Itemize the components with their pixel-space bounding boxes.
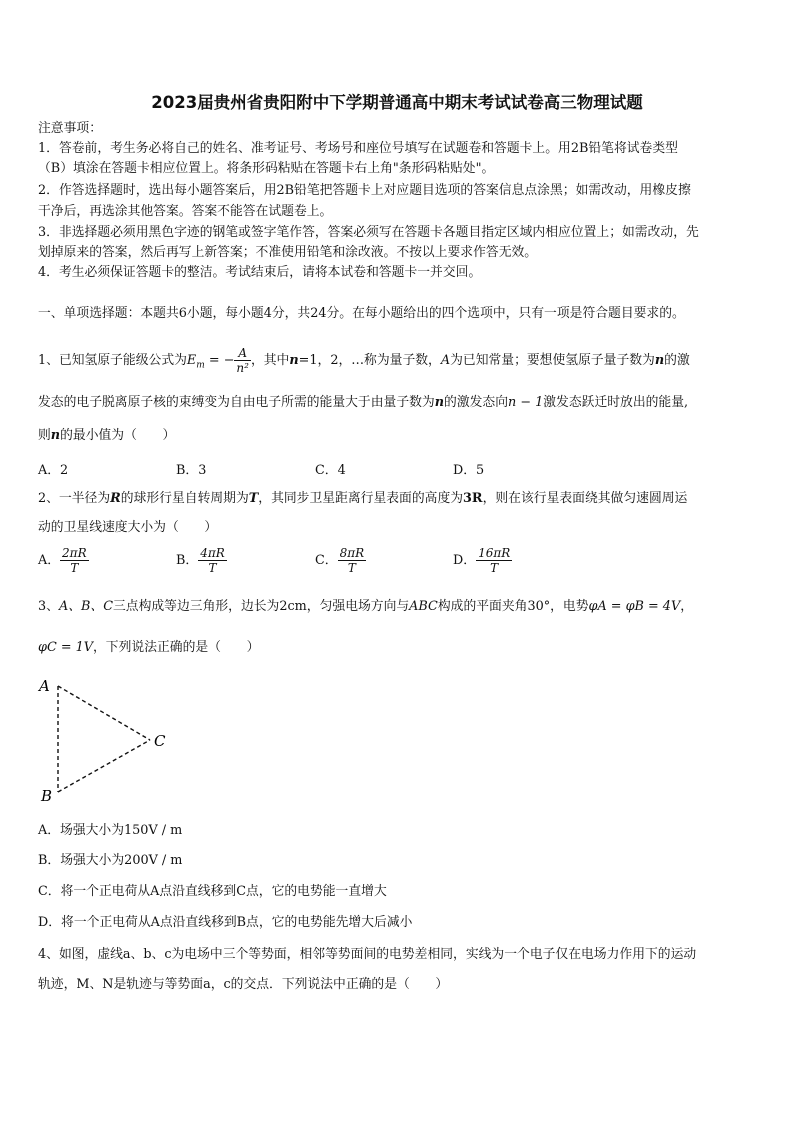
section-heading: 一、单项选择题：本题共6小题，每小题4分，共24分。在每小题给出的四个选项中，只有一项是符合题目要求的。 xyxy=(38,306,685,321)
q4-line1: 4、如图，虚线a、b、c为电场中三个等势面，相邻等势面间的电势差相同，实线为一个电子仅在电场力作用下的运动 xyxy=(38,947,697,962)
notice-heading: 注意事项： xyxy=(38,121,102,136)
q3-line1: 3、A、B、C三点构成等边三角形，边长为2cm，匀强电场方向与ABC构成的平面夹角30°，电势φA = φB = 4V， xyxy=(38,599,693,614)
edge-bc xyxy=(58,740,150,792)
notice-item: 干净后，再选涂其他答案。答案不能答在试题卷上。 xyxy=(38,204,333,219)
q2-line2: 动的卫星线速度大小为（ ） xyxy=(38,520,218,535)
page-title: 2023届贵州省贵阳附中下学期普通高中期末考试试卷高三物理试题 xyxy=(151,93,643,112)
triangle-figure xyxy=(36,674,176,806)
notice-item: （B）填涂在答题卡相应位置上。将条形码粘贴在答题卡右上角"条形码粘贴处"。 xyxy=(38,161,495,176)
notice-item: 4．考生必须保证答题卡的整洁。考试结束后，请将本试卷和答题卡一并交回。 xyxy=(38,265,482,280)
vertex-label-c: C xyxy=(154,732,166,750)
vertex-label-b: B xyxy=(41,787,53,805)
q1-option-a: A．2 xyxy=(38,463,69,478)
formula-fraction: $\frac{A}{\text{n²}}$ xyxy=(236,346,249,375)
q1-line2: 发态的电子脱离原子核的束缚变为自由电子所需的能量大于由量子数为n的激发态向n − 1激发态跃迁时放出的能量, xyxy=(38,395,689,410)
q1-line3: 则n的最小值为（ ） xyxy=(38,428,176,443)
q1-option-b: B．3 xyxy=(176,463,207,478)
notice-item: 3．非选择题必须用黑色字迹的钢笔或签字笔作答，答案必须写在答题卡各题目指定区域内相应位置上；如需改动，先 xyxy=(38,225,699,240)
q2-line1: 2、一半径为R的球形行星自转周期为T，其同步卫星距离行星表面的高度为3R，则在该行星表面绕其做匀速圆周运 xyxy=(38,491,688,506)
q1-option-d: D．5 xyxy=(453,463,485,478)
q2-option-c: C． $\frac{8\pi R}{T}$ xyxy=(315,546,365,575)
notice-item: 划掉原来的答案，然后再写上新答案；不准使用铅笔和涂改液。不按以上要求作答无效。 xyxy=(38,245,538,260)
q3-option-c: C．将一个正电荷从A点沿直线移到C点，它的电势能一直增大 xyxy=(38,884,387,899)
q2-option-d: D． $\frac{16\pi R}{T}$ xyxy=(453,546,511,575)
q2-option-b: B． $\frac{4\pi R}{T}$ xyxy=(176,546,225,575)
notice-item: 2．作答选择题时，选出每小题答案后，用2B铅笔把答题卡上对应题目选项的答案信息点涂黑；如需改动，用橡皮擦 xyxy=(38,183,691,198)
q1-option-c: C．4 xyxy=(315,463,346,478)
q4-line2: 轨迹，M、N是轨迹与等势面a，c的交点．下列说法中正确的是（ ） xyxy=(38,977,449,992)
q2-option-a: A． $\frac{2\pi R}{T}$ xyxy=(38,546,87,575)
q3-option-b: B．场强大小为200V / m xyxy=(38,853,183,868)
notice-item: 1．答卷前，考生务必将自己的姓名、准考证号、考场号和座位号填写在试题卷和答题卡上。用2B铅笔将试卷类型 xyxy=(38,141,678,156)
vertex-label-a: A xyxy=(39,677,50,695)
q3-line2: φC = 1V，下列说法正确的是（ ） xyxy=(38,640,260,655)
q1-line1: 1、已知氢原子能级公式为$E_m$ = − $\frac{A}{\text{n²}}$ ，其中n=1，2，…称为量子数，A为已知常量；要想使氢原子量子数为n的激 xyxy=(38,346,690,375)
q3-option-a: A．场强大小为150V / m xyxy=(38,823,183,838)
edge-ac xyxy=(58,686,150,740)
q3-option-d: D．将一个正电荷从A点沿直线移到B点，它的电势能先增大后减小 xyxy=(38,915,413,930)
